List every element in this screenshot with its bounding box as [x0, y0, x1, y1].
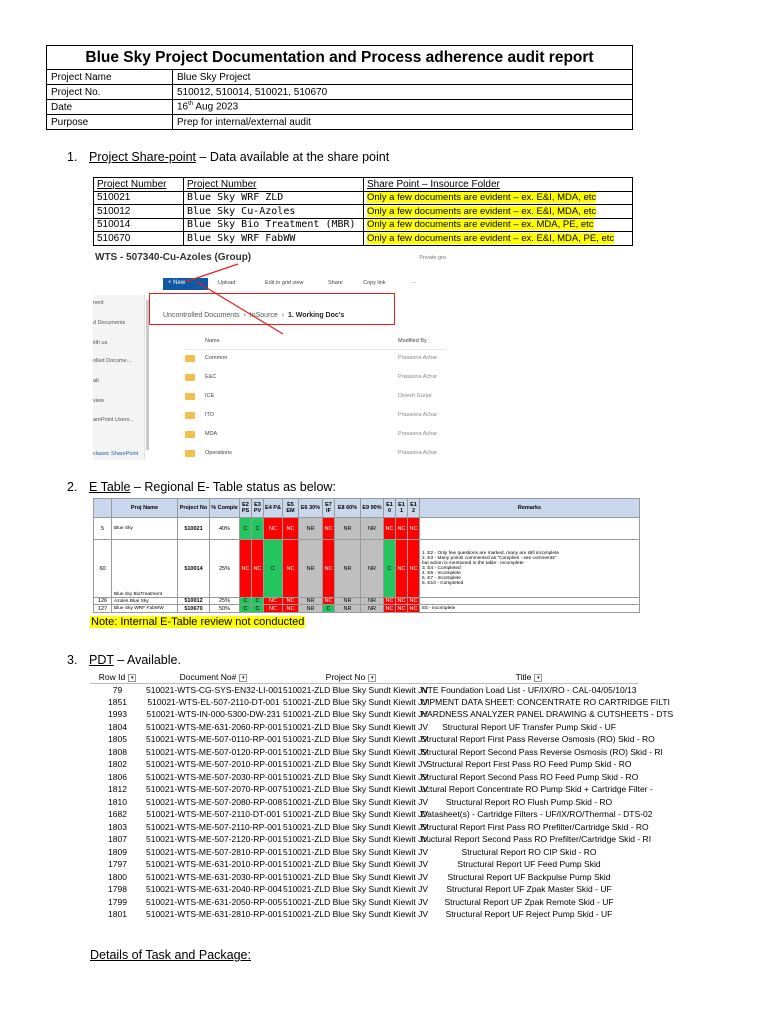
e-table-status-cell: C [240, 605, 252, 613]
pdt-cell: uctural Report Concentrate RO Pump Skid + Cartridge Filter - [421, 784, 653, 795]
e-table-percent: 50% [210, 605, 240, 613]
remark-line: 4. E5 - Incomplete [422, 571, 461, 576]
pdt-cell: 1812 [108, 784, 127, 795]
new-button[interactable]: + New [163, 278, 208, 290]
pdt-cell: 1800 [108, 871, 127, 882]
breadcrumb-current: 1. Working Doc's [287, 312, 345, 319]
e-table-percent: 25% [210, 598, 240, 605]
section-3-desc: – Available. [113, 653, 181, 667]
pdt-cell: Structural Report Second Pass RO Feed Pump Skid - RO [421, 771, 639, 782]
pdt-cell: 510021-ZLD Blue Sky Sundt Kiewit JV [283, 871, 429, 882]
breadcrumb: Uncontrolled Documents › InSource › 1. Working Doc's [163, 312, 345, 319]
e-table-status-cell: NC [264, 598, 283, 605]
remark-line: 3. E4 - Completed [422, 566, 461, 571]
pdt-cell: Structural Report First Pass Reverse Osmosis (RO) Skid - RO [421, 734, 655, 745]
e-table-remarks [420, 518, 640, 540]
e-table-status-cell: NC [323, 540, 335, 598]
e-table-status-cell: NC [264, 518, 283, 540]
e-table-status-cell: C [252, 605, 264, 613]
folder-icon [185, 450, 195, 457]
e-table-proj-no: 510670 [178, 605, 210, 613]
e-table-header-cell[interactable]: E2 PS [240, 499, 252, 518]
pdt-cell: 510021-ZLD Blue Sky Sundt Kiewit JV [283, 896, 429, 907]
pdt-cell: 510021-ZLD Blue Sky Sundt Kiewit JV [283, 784, 429, 795]
e-table-status-cell: NC [396, 598, 408, 605]
project-no-value: 510012, 510014, 510021, 510670 [173, 85, 633, 100]
pdt-header-cell[interactable] [90, 671, 145, 683]
pdt-row [90, 683, 638, 696]
e-table-status-cell: NC [408, 518, 420, 540]
section-3-heading: 3. PDT – Available. [67, 653, 181, 667]
sp-cell-number: 510012 [94, 205, 184, 219]
pdt-cell: Datasheet(s) - Cartridge Filters - UF/IX/RO/Thermal - DTS-02 [421, 809, 653, 820]
pdt-cell: 1807 [108, 834, 127, 845]
e-table-proj-no: 510012 [178, 598, 210, 605]
e-table-status-cell: NC [396, 540, 408, 598]
pdt-cell: HARDNESS ANALYZER PANEL DRAWING & CUTSHEETS - DTS [421, 709, 674, 720]
sp-cell-folder: Only a few documents are evident – ex. E&I, MDA, etc [364, 191, 633, 205]
e-table-status-cell: NR [335, 605, 361, 613]
folder-icon [185, 393, 195, 400]
pdt-cell: 1682 [108, 809, 127, 820]
e-table-row [94, 598, 640, 605]
pdt-cell: 1809 [108, 846, 127, 857]
pdt-cell: 510021-WTS-ME-507-2120-RP-001 [146, 834, 283, 845]
remark-line: but action is mentioned in the table - incomplete [422, 561, 524, 566]
pdt-cell: tructural Report Second Pass RO Prefilter/Cartridge Skid - RI [421, 834, 652, 845]
pdt-cell: 1804 [108, 721, 127, 732]
e-table-row [94, 518, 640, 540]
details-heading: Details of Task and Package: [90, 948, 251, 962]
e-table-status-cell: NC [323, 598, 335, 605]
e-table-status-cell: NR [299, 518, 323, 540]
e-table-status-cell: NC [240, 540, 252, 598]
pdt-cell: 510021-ZLD Blue Sky Sundt Kiewit JV [283, 771, 429, 782]
e-table-status-cell: NC [408, 540, 420, 598]
pdt-cell: 510021-WTS-ME-631-2030-RP-001 [146, 871, 283, 882]
sp-cell-folder: Only a few documents are evident – ex. MDA, PE, etc [364, 218, 633, 232]
e-table-remarks [420, 540, 640, 598]
report-header-table [46, 45, 633, 130]
e-table-header-cell[interactable]: E4 P& [264, 499, 283, 518]
pdt-cell: 510021-WTS-ME-631-2050-RP-005 [146, 896, 283, 907]
e-table-header-cell[interactable]: Project No [178, 499, 210, 518]
pdt-cell: 510021-WTS-ME-507-2070-RP-007 [146, 784, 283, 795]
pdt-cell: Structural Report UF Zpak Remote Skid - UF [444, 896, 614, 907]
folder-icon [185, 412, 195, 419]
e-table-status-cell: C [323, 605, 335, 613]
e-table-row-id: 5 [94, 518, 112, 540]
pdt-cell: 510021-WTS-ME-507-2080-RP-008 [146, 796, 283, 807]
pdt-row [90, 908, 638, 921]
pdt-cell: 79 [112, 684, 123, 695]
pdt-cell: 510021-ZLD Blue Sky Sundt Kiewit JV [283, 721, 429, 732]
sp-header-number: Project Number [94, 178, 184, 192]
pdt-cell: 510021-ZLD Blue Sky Sundt Kiewit JV [283, 696, 429, 707]
pdt-cell: NTE Foundation Load List - UF/IX/RO - CAL-04/05/10/13 [421, 684, 637, 695]
sp-row [94, 191, 633, 205]
e-table-status-cell: NC [384, 605, 396, 613]
e-table-row-id: 60 [94, 540, 112, 598]
breadcrumb-item[interactable]: InSource [249, 312, 278, 319]
sp-row [94, 205, 633, 219]
e-table-header-cell[interactable] [94, 499, 112, 518]
pdt-row [90, 696, 638, 709]
e-table-status-cell: C [240, 518, 252, 540]
e-table-header-cell[interactable]: E3 PV [252, 499, 264, 518]
pdt-row [90, 758, 638, 771]
pdt-cell: 1802 [108, 759, 127, 770]
e-table-header-cell[interactable]: E8 60% [335, 499, 361, 518]
edit-grid-button[interactable]: Edit in grid view [265, 280, 304, 286]
sp-cell-name: Blue Sky WRF FabWW [184, 232, 364, 246]
sidebar-item[interactable]: iith us [93, 340, 108, 346]
pdt-cell: 1798 [108, 884, 127, 895]
pdt-cell: 510021-ZLD Blue Sky Sundt Kiewit JV [283, 809, 429, 820]
e-table-header-cell[interactable]: E1 1 [396, 499, 408, 518]
section-2-desc: – Regional E- Table status as below: [130, 480, 336, 494]
e-table-proj-name: Blue Sky WRF FabWW [112, 605, 178, 613]
pdt-cell: UIPMENT DATA SHEET: CONCENTRATE RO CARTRIDGE FILTI [421, 696, 670, 707]
pdt-cell: 1851 [108, 696, 127, 707]
pdt-cell: 510021-ZLD Blue Sky Sundt Kiewit JV [283, 684, 429, 695]
pdt-cell: Structural Report UF Reject Pump Skid - UF [445, 909, 613, 920]
e-table-status-cell: NC [283, 605, 299, 613]
sidebar-item[interactable]: classic SharePoint [93, 451, 139, 457]
e-table-header-cell[interactable]: E6 30% [299, 499, 323, 518]
pdt-row [90, 846, 638, 859]
sp-cell-number: 510014 [94, 218, 184, 232]
pdt-table [90, 671, 674, 921]
e-table-status-cell: NC [264, 605, 283, 613]
e-table-remarks [420, 598, 640, 605]
project-name-value: Blue Sky Project [173, 70, 633, 85]
folder-row[interactable]: ITO Prasanna Achar [185, 410, 445, 424]
breadcrumb-item[interactable]: Uncontrolled Documents [163, 312, 240, 319]
sharepoint-sidebar [93, 295, 145, 460]
pdt-cell: 510021-WTS-ME-631-2010-RP-001 [146, 859, 283, 870]
pdt-row [90, 821, 638, 834]
remark-line: 6. E10 - Completed [422, 581, 464, 586]
sp-cell-folder: Only a few documents are evident – ex. E&I, MDA, PE, etc [364, 232, 633, 246]
purpose-label: Purpose [47, 115, 173, 130]
pdt-cell: Structural Report RO Flush Pump Skid - RO [445, 796, 613, 807]
folder-row[interactable]: ICE Dinesh Gurjar [185, 391, 445, 405]
section-1-desc: – Data available at the share point [196, 150, 390, 164]
pdt-header-label: Row Id [98, 671, 126, 682]
sp-cell-number: 510670 [94, 232, 184, 246]
e-table-remarks [420, 605, 640, 613]
pdt-header-cell[interactable] [420, 671, 638, 683]
e-table-header-cell[interactable]: E5 EM [283, 499, 299, 518]
pdt-cell: 510021-ZLD Blue Sky Sundt Kiewit JV [283, 859, 429, 870]
section-2-title: E Table [89, 480, 131, 494]
e-table-header-cell[interactable]: E7 IF [323, 499, 335, 518]
pdt-cell: Structural Report RO CIP Skid - RO [461, 846, 597, 857]
pdt-row [90, 783, 638, 796]
section-1-heading: 1. Project Share-point – Data available at the share point [67, 150, 390, 164]
e-table-header-cell[interactable]: % Comple [210, 499, 240, 518]
pdt-cell: 510021-ZLD Blue Sky Sundt Kiewit JV [283, 746, 429, 757]
pdt-cell: 510021-WTS-ME-631-2060-RP-001 [146, 721, 283, 732]
e-table-status-cell: NC [283, 540, 299, 598]
e-table-proj-no: 510014 [178, 540, 210, 598]
e-table-header [94, 499, 640, 518]
column-modified-by[interactable]: Modified By [398, 338, 427, 344]
e-table-row [94, 540, 640, 598]
e-table-row-id: 127 [94, 605, 112, 613]
e-table-status-cell: NR [335, 518, 361, 540]
pdt-cell: 510021-WTS-ME-507-2030-RP-001 [146, 771, 283, 782]
e-table-status-cell: NC [396, 605, 408, 613]
pdt-cell: 510021-WTS-ME-507-2010-RP-001 [146, 759, 283, 770]
file-list-header [185, 336, 445, 350]
folder-row[interactable]: MDA Prasanna Achar [185, 429, 445, 443]
pdt-row [90, 746, 638, 759]
e-table-status-cell: NR [299, 540, 323, 598]
pdt-cell: 510021-WTS-ME-507-2110-RP-001 [146, 821, 282, 832]
e-table-status-cell: NC [384, 598, 396, 605]
more-button[interactable]: ··· [411, 280, 417, 286]
pdt-cell: Structural Report UF Transfer Pump Skid - UF [442, 721, 616, 732]
e-table-row-id: 126 [94, 598, 112, 605]
e-table-status-cell: C [252, 518, 264, 540]
pdt-row [90, 733, 638, 746]
sidebar-item[interactable]: nent [93, 300, 104, 306]
pdt-header-cell[interactable] [145, 671, 282, 683]
note-etable-review: Note: Internal E-Table review not conducted [91, 616, 305, 628]
pdt-cell: 510021-ZLD Blue Sky Sundt Kiewit JV [283, 759, 429, 770]
pdt-cell: 510021-ZLD Blue Sky Sundt Kiewit JV [283, 884, 429, 895]
pdt-cell: 510021-ZLD Blue Sky Sundt Kiewit JV [283, 834, 429, 845]
e-table-header-cell[interactable]: E9 90% [361, 499, 384, 518]
e-table-header-cell[interactable]: E1 2 [408, 499, 420, 518]
remark-line: 2. E3 - Many points commented as "Complies - see comments" [422, 556, 557, 561]
pdt-cell: 510021-ZLD Blue Sky Sundt Kiewit JV [283, 821, 429, 832]
project-no-label: Project No. [47, 85, 173, 100]
pdt-cell: Structural Report First Pass RO Prefilter/Cartridge Skid - RO [421, 821, 649, 832]
filter-dropdown-icon[interactable]: ▾ [239, 674, 247, 682]
pdt-row [90, 721, 638, 734]
pdt-cell: 510021-WTS-ME-507-2810-RP-001 [146, 846, 283, 857]
e-table-proj-name: Azoles Blue Sky [112, 598, 178, 605]
section-3-title: PDT [89, 653, 114, 667]
pdt-row [90, 871, 638, 884]
sp-cell-name: Blue Sky Cu-Azoles [184, 205, 364, 219]
e-table-status-cell: NC [283, 518, 299, 540]
pdt-cell: 510021-WTS-EL-507-2110-DT-001 [147, 696, 280, 707]
e-table-status-cell: NR [335, 540, 361, 598]
sp-header-name: Project Number [184, 178, 364, 192]
e-table-status-cell: NC [396, 518, 408, 540]
pdt-cell: Structural Report UF Backpulse Pump Skid [447, 871, 611, 882]
e-table-status-cell: NR [335, 598, 361, 605]
e-table-header-cell[interactable]: Proj Name [112, 499, 178, 518]
e-table-status-cell: NC [252, 540, 264, 598]
pdt-cell: 1805 [108, 734, 127, 745]
pdt-cell: 1797 [108, 859, 127, 870]
pdt-cell: 1993 [108, 709, 127, 720]
pdt-cell: Structural Report UF Feed Pump Skid [457, 859, 601, 870]
e-table-proj-no: 510021 [178, 518, 210, 540]
section-2-heading: 2. E Table – Regional E- Table status as below: [67, 480, 336, 494]
e-table-status-cell: C [264, 540, 283, 598]
pdt-cell: 510021-ZLD Blue Sky Sundt Kiewit JV [283, 846, 429, 857]
pdt-cell: 510021-WTS-ME-507-2110-DT-001 [146, 809, 281, 820]
upload-button[interactable]: Upload [218, 280, 236, 286]
sp-header-folder: Share Point – Insource Folder [364, 178, 633, 192]
pdt-row [90, 858, 638, 871]
pdt-cell: 1799 [108, 896, 127, 907]
sharepoint-status-table [93, 177, 633, 246]
folder-icon [185, 431, 195, 438]
e-table-status-cell: C [252, 598, 264, 605]
e-table-status-cell: NC [283, 598, 299, 605]
folder-row[interactable]: E&C Prasanna Achar [185, 372, 445, 386]
e-table-status-cell: C [384, 540, 396, 598]
sp-row [94, 218, 633, 232]
filter-dropdown-icon[interactable]: ▾ [534, 674, 542, 682]
filter-dropdown-icon[interactable]: ▾ [368, 674, 376, 682]
annotation-arrow-line [183, 262, 303, 302]
pdt-header-cell[interactable] [282, 671, 420, 683]
report-title: Blue Sky Project Documentation and Process adherence audit report [47, 46, 633, 70]
folder-row[interactable]: Operations Prasanna Achar [185, 448, 445, 462]
e-table-header-cell[interactable]: E1 0 [384, 499, 396, 518]
pdt-cell: 510021-ZLD Blue Sky Sundt Kiewit JV [283, 734, 429, 745]
e-table-status-cell: NR [361, 518, 384, 540]
remark-line: 1. E2 - Only few questions are marked, many are still incomplete [422, 551, 560, 556]
pdt-row [90, 883, 638, 896]
e-table-status-cell: NC [408, 598, 420, 605]
folder-icon [185, 374, 195, 381]
remark-line: E5 - incomplete [422, 606, 456, 611]
sidebar-item[interactable]: ab [93, 378, 100, 384]
pdt-cell: 510021-ZLD Blue Sky Sundt Kiewit JV [283, 909, 429, 920]
e-table-proj-name: Blue Sky [112, 518, 178, 540]
pdt-cell: 510021-WTS-IN-000-5300-DW-231 [146, 709, 281, 720]
pdt-cell: 1810 [108, 796, 127, 807]
pdt-cell: 510021-WTS-CG-SYS-EN32-LI-001 [146, 684, 283, 695]
e-table-status-cell: NR [361, 605, 384, 613]
purpose-value: Prep for internal/external audit [173, 115, 633, 130]
pdt-row [90, 708, 638, 721]
pdt-row [90, 808, 638, 821]
e-table-status-cell: NR [361, 540, 384, 598]
group-title: WTS - 507340-Cu-Azoles (Group) [95, 252, 252, 263]
sp-cell-folder: Only a few documents are evident – ex. E&I, MDA, etc [364, 205, 633, 219]
pdt-row [90, 896, 638, 909]
remark-line: 5. E7 - Incomplete [422, 576, 461, 581]
pdt-row [90, 771, 638, 784]
pdt-cell: 510021-WTS-ME-631-2810-RP-001 [146, 909, 283, 920]
e-table-status-cell: NC [384, 518, 396, 540]
pdt-cell: 510021-ZLD Blue Sky Sundt Kiewit JV [283, 796, 429, 807]
e-table-row [94, 605, 640, 613]
e-table-status-cell: NR [361, 598, 384, 605]
e-table-percent: 40% [210, 518, 240, 540]
pdt-cell: 1808 [108, 746, 127, 757]
sp-cell-number: 510021 [94, 191, 184, 205]
pdt-cell: 510021-ZLD Blue Sky Sundt Kiewit JV [283, 709, 429, 720]
sidebar-item[interactable]: view [93, 398, 105, 404]
e-table-status-cell: C [240, 598, 252, 605]
sp-row [94, 232, 633, 246]
e-table-percent: 25% [210, 540, 240, 598]
column-name[interactable]: Name [205, 338, 220, 344]
e-table-proj-name: Blue sky BioTreatment [112, 540, 178, 598]
pdt-cell: Structural Report Second Pass Reverse Osmosis (RO) Skid - RI [421, 746, 663, 757]
folder-icon [185, 355, 195, 362]
e-table-status-cell: NR [299, 598, 323, 605]
pdt-cell: Structural Report First Pass RO Feed Pump Skid - RO [426, 759, 632, 770]
pdt-cell: 510021-WTS-ME-507-0110-RP-001 [146, 734, 282, 745]
sidebar-item[interactable]: d Documents [93, 320, 126, 326]
pdt-header-label: Title [515, 671, 532, 682]
date-label: Date [47, 100, 173, 115]
pdt-cell: 1806 [108, 771, 127, 782]
pdt-header [90, 671, 638, 683]
folder-row[interactable]: Common Prasanna Achar [185, 353, 445, 367]
e-table-status-cell: NR [299, 605, 323, 613]
pdt-header-label: Document No# [179, 671, 237, 682]
pdt-cell: Structural Report UF Zpak Master Skid - UF [446, 884, 612, 895]
e-table [93, 498, 640, 613]
e-table-status-cell: NC [323, 518, 335, 540]
e-table-status-cell: NC [408, 605, 420, 613]
pdt-cell: 1801 [108, 909, 127, 920]
pdt-cell: 510021-WTS-ME-631-2040-RP-004 [146, 884, 283, 895]
pdt-row [90, 833, 638, 846]
project-name-label: Project Name [47, 70, 173, 85]
filter-dropdown-icon[interactable]: ▾ [128, 674, 136, 682]
e-table-header-cell[interactable]: Remarks [420, 499, 640, 518]
sp-cell-name: Blue Sky Bio Treatment (MBR) [184, 218, 364, 232]
pdt-row [90, 796, 638, 809]
sidebar-item[interactable]: olled Docume... [93, 358, 132, 364]
copy-link-button[interactable]: Copy link [363, 280, 386, 286]
sidebar-item[interactable]: arePoint Users... [93, 417, 134, 423]
share-button[interactable]: Share [328, 280, 343, 286]
pdt-header-label: Project No [325, 671, 366, 682]
sp-cell-name: Blue Sky WRF ZLD [184, 191, 364, 205]
pdt-cell: 1803 [108, 821, 127, 832]
privacy-label: Private gro [419, 255, 446, 261]
pdt-cell: 510021-WTS-ME-507-0120-RP-001 [146, 746, 283, 757]
section-1-title: Project Share-point [89, 150, 197, 164]
date-value: 16th Aug 2023 [173, 100, 633, 115]
